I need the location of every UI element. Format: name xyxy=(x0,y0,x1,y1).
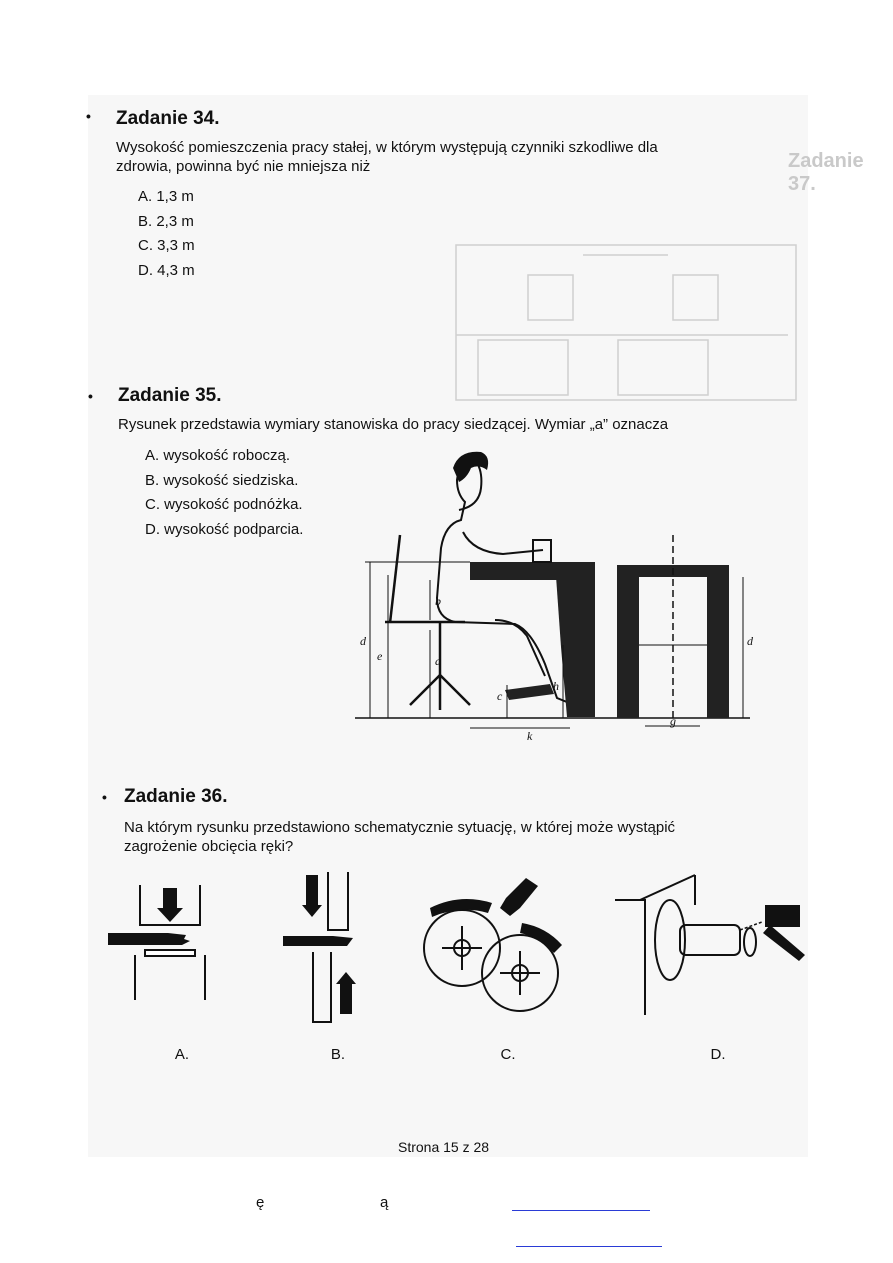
figure-label-c: C. xyxy=(500,1046,516,1063)
bleed-through-text: Zadanie 37. xyxy=(788,150,864,195)
dimension-letter: d xyxy=(360,634,366,648)
bullet-mark: • xyxy=(102,789,107,805)
task-35-option-c: C. wysokość podnóżka. xyxy=(145,496,303,513)
dimension-letter: d xyxy=(747,634,753,648)
task-36-question-line-1: Na którym rysunku przedstawiono schematycznie sytuację, w której może wystąpić xyxy=(124,819,676,836)
task-34-question-line-2: zdrowia, powinna być nie mniejsza niż xyxy=(116,158,371,175)
link-underline[interactable] xyxy=(516,1246,662,1247)
dimension-letter: e xyxy=(377,649,383,663)
dimension-letter: b xyxy=(435,594,441,608)
figure-label-b: B. xyxy=(330,1046,346,1063)
task-35-options xyxy=(145,444,303,542)
stray-character: ą xyxy=(380,1194,389,1211)
task-34-heading: Zadanie 34. xyxy=(116,108,220,129)
dimension-letter: k xyxy=(527,729,533,740)
task-36-question xyxy=(124,818,675,856)
task-34-question-line-1: Wysokość pomieszczenia pracy stałej, w którym występują czynniki szkodliwe dla xyxy=(116,139,658,156)
task-34-option-a: A. 1,3 m xyxy=(138,188,194,205)
hazard-figure-a xyxy=(105,880,220,1005)
task-34-option-b: B. 2,3 m xyxy=(138,212,194,230)
task-35-option-b: B. wysokość siedziska. xyxy=(145,471,299,489)
task-34-option-c: C. 3,3 m xyxy=(138,237,195,254)
task-34-options xyxy=(138,185,195,283)
task-35-option-a: A. wysokość roboczą. xyxy=(145,447,291,464)
bullet-mark: • xyxy=(88,388,93,404)
link-underline[interactable] xyxy=(512,1210,650,1211)
dimension-letter: h xyxy=(553,679,559,693)
stray-character: ę xyxy=(256,1194,265,1211)
workstation-figure xyxy=(355,450,765,740)
bleed-through-drawing xyxy=(448,240,808,410)
task-34-option-d: D. 4,3 m xyxy=(138,261,195,279)
task-34-question xyxy=(116,138,658,176)
dimension-letter: c xyxy=(497,689,503,703)
task-36-heading: Zadanie 36. xyxy=(124,786,228,807)
dimension-letter: g xyxy=(670,714,676,728)
figure-label-d: D. xyxy=(710,1046,726,1063)
task-35-option-d: D. wysokość podparcia. xyxy=(145,520,304,538)
bullet-mark: • xyxy=(86,108,91,124)
hazard-figure-d xyxy=(610,870,810,1020)
dimension-letter: a xyxy=(435,654,441,668)
task-35-heading: Zadanie 35. xyxy=(118,385,222,406)
task-35-question: Rysunek przedstawia wymiary stanowiska do pracy siedzącej. Wymiar „a” oznacza xyxy=(118,416,669,433)
hazard-figure-c xyxy=(420,878,570,1018)
task-36-question-line-2: zagrożenie obcięcia ręki? xyxy=(124,838,294,855)
figure-label-a: A. xyxy=(174,1046,190,1063)
hazard-figure-b xyxy=(280,872,370,1027)
page-number: Strona 15 z 28 xyxy=(398,1139,490,1155)
